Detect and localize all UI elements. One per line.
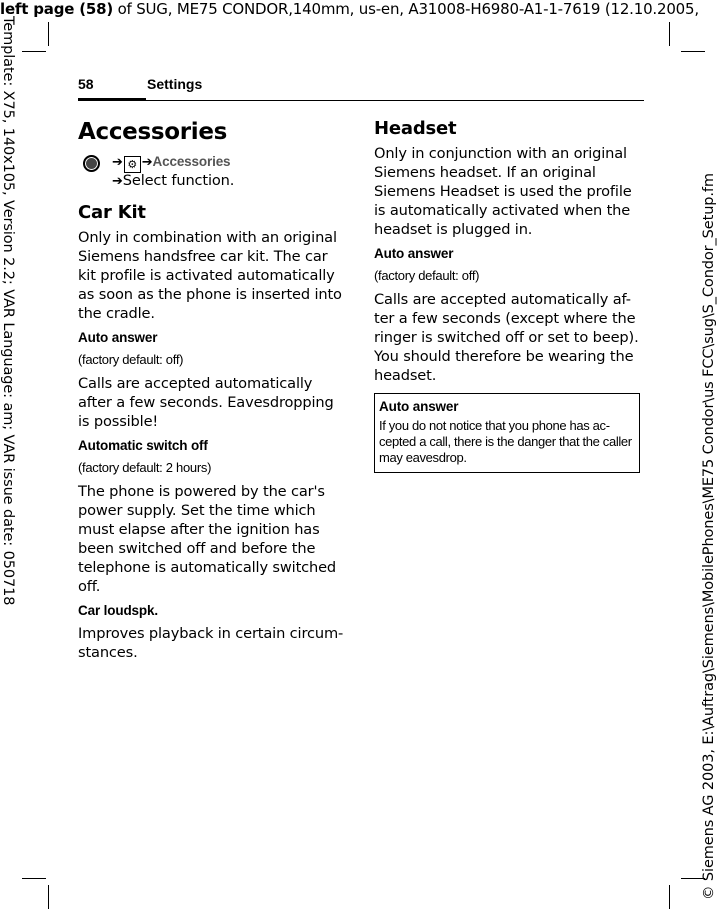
- wrench-icon: ⚙: [124, 156, 141, 173]
- print-info-line: [0, 0, 719, 18]
- crop-mark: [48, 22, 49, 46]
- menu-path-line: [112, 152, 230, 173]
- page-number: 58: [78, 76, 94, 92]
- auto-switch-off-default: (factory default: 2 hours): [78, 460, 212, 475]
- crop-mark: [22, 878, 46, 879]
- warning-box-title: Auto answer: [379, 399, 459, 414]
- crop-mark: [669, 22, 670, 46]
- carkit-heading: Car Kit: [78, 202, 146, 223]
- page-title: Accessories: [78, 119, 228, 145]
- warning-box-body: If you do not notice that you phone has ac-cepted a call, there is the danger that the caller may eavesdrop.: [379, 418, 632, 465]
- copyright-vertical: © Siemens AG 2003, E:\Auftrag\Siemens\MobilePhones\ME75 Condor\us FCC\sug\S_Condor_Setup.fm: [701, 173, 717, 900]
- header-rule-thick: [78, 98, 146, 101]
- car-loudspk-label: Car loudspk.: [78, 603, 158, 618]
- select-function-text: Select function.: [122, 172, 235, 189]
- carkit-intro: Only in combination with an original Siemens handsfree car kit. The car kit profile is activated automatically as soon as the phone is inserted into the cradle.: [78, 229, 342, 322]
- arrow-right-icon: ➔: [112, 155, 123, 170]
- print-info-details: of SUG, ME75 CONDOR,140mm, us-en, A31008-H6980-A1-1-7619 (12.10.2005,: [113, 0, 699, 18]
- crop-mark: [22, 51, 46, 52]
- template-info-vertical: Template: X75, 140x105, Version 2.2; VAR Language: am; VAR issue date: 050718: [0, 16, 16, 606]
- joystick-icon: [83, 155, 100, 172]
- headset-auto-answer-text: Calls are accepted automatically af-ter a few seconds (except where the ringer is switched off or set to beep). You should therefore be wearing the headset.: [374, 291, 639, 384]
- section-title: Settings: [147, 76, 203, 92]
- arrow-right-icon: ➔: [112, 174, 123, 189]
- auto-switch-off-text: The phone is powered by the car's power supply. Set the time which must elapse after the ignition has been switched off and before the telephone is automatically switched off.: [78, 483, 337, 595]
- headset-heading: Headset: [374, 118, 457, 139]
- auto-answer-text: Calls are accepted automatically after a few seconds. Eavesdropping is possible!: [78, 375, 334, 430]
- menu-accessories: Accessories: [152, 154, 231, 169]
- auto-answer-default: (factory default: off): [78, 352, 184, 367]
- header-rule: [146, 100, 644, 101]
- warning-box: [374, 393, 640, 473]
- headset-auto-answer-default: (factory default: off): [374, 268, 480, 283]
- crop-mark: [669, 885, 670, 909]
- headset-auto-answer-label: Auto answer: [374, 246, 454, 261]
- crop-mark: [48, 885, 49, 909]
- right-column: [374, 118, 640, 473]
- auto-answer-label: Auto answer: [78, 330, 158, 345]
- menu-path: [78, 152, 346, 190]
- menu-path-line: [112, 171, 234, 191]
- arrow-right-icon: ➔: [141, 155, 153, 170]
- auto-switch-off-label: Automatic switch off: [78, 438, 208, 453]
- print-info-page: left page (58): [0, 0, 114, 18]
- left-column: [78, 118, 346, 668]
- headset-intro: Only in conjunction with an original Siemens headset. If an original Siemens Headset is used the profile is automatically activated when the headset is plugged in.: [374, 145, 632, 238]
- car-loudspk-text: Improves playback in certain circum-stances.: [78, 625, 344, 661]
